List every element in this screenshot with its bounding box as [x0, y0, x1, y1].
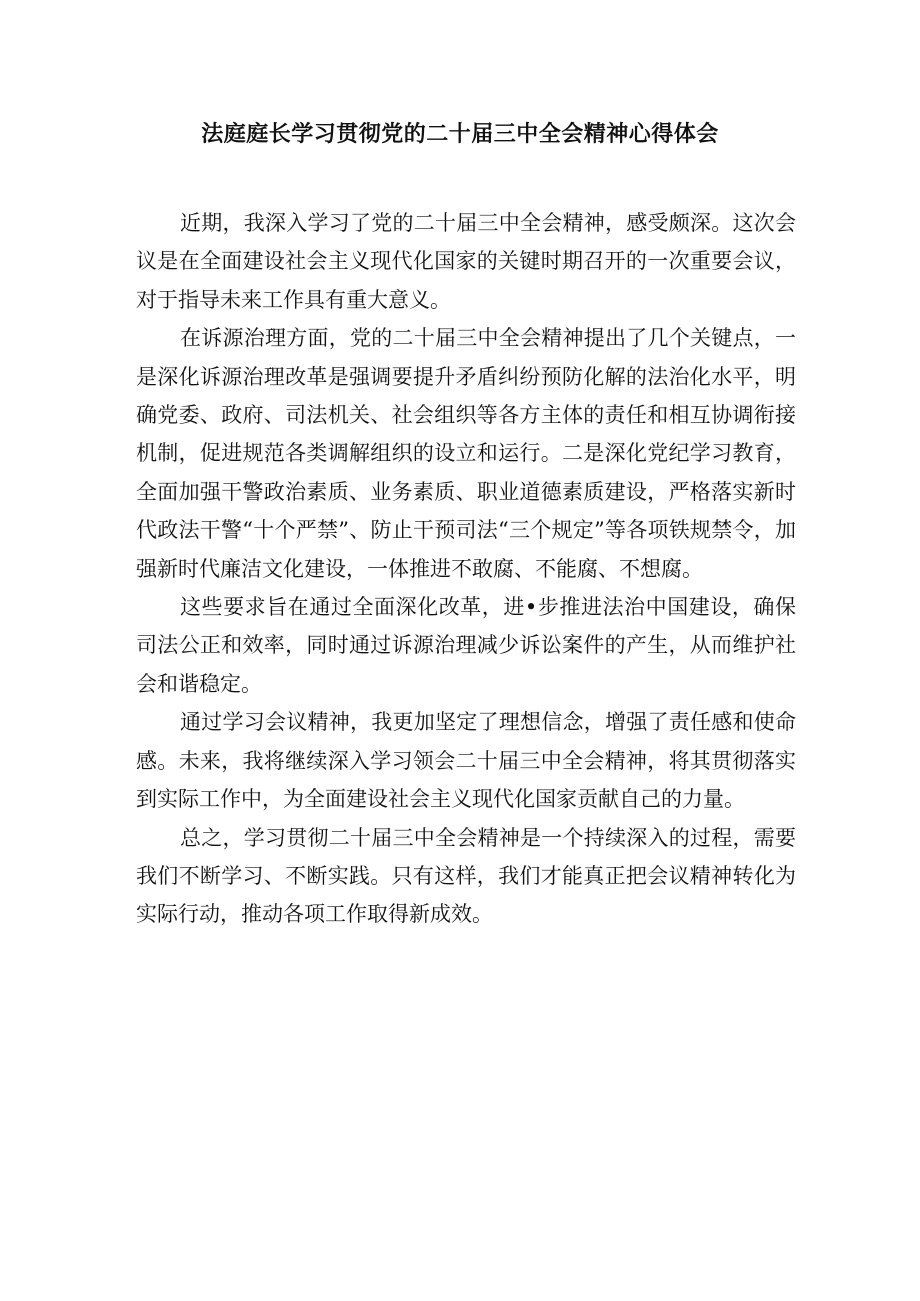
paragraph-conclusion: 总之，学习贯彻二十届三中全会精神是一个持续深入的过程，需要我们不断学习、不断实践。只有这样，我们才能真正把会议精神转化为实际行动，推动各项工作取得新成效。	[136, 825, 796, 927]
paragraph-litigation-governance: 在诉源治理方面，党的二十届三中全会精神提出了几个关键点，一是深化诉源治理改革是强调要提升矛盾纠纷预防化解的法治化水平，明确党委、政府、司法机关、社会组织等各方主体的责任和相互协调衔接机制，促进规范各类调解组织的设立和运行。二是深化党纪学习教育，全面加强干警政治素质、业务素质、职业道德素质建设，严格落实新时代政法干警“十个严禁”、防止干预司法“三个规定”等各项铁规禁令，加强新时代廉洁文化建设，一体推进不敢腐、不能腐、不想腐。	[136, 326, 796, 581]
paragraph-conviction: 通过学习会议精神，我更加坚定了理想信念，增强了责任感和使命感。未来，我将继续深入学习领会二十届三中全会精神，将其贯彻落实到实际工作中，为全面建设社会主义现代化国家贡献自己的力量。	[136, 710, 796, 812]
document-title: 法庭庭长学习贯彻党的二十届三中全会精神心得体会	[201, 121, 719, 147]
paragraph-intro: 近期，我深入学习了党的二十届三中全会精神，感受颇深。这次会议是在全面建设社会主义现代化国家的关键时期召开的一次重要会议，对于指导未来工作具有重大意义。	[136, 211, 796, 312]
paragraph-requirements: 这些要求旨在通过全面深化改革，进•步推进法治中国建设，确保司法公正和效率，同时通过诉源治理减少诉讼案件的产生，从而维护社会和谐稳定。	[136, 595, 796, 696]
document-body	[136, 204, 796, 934]
